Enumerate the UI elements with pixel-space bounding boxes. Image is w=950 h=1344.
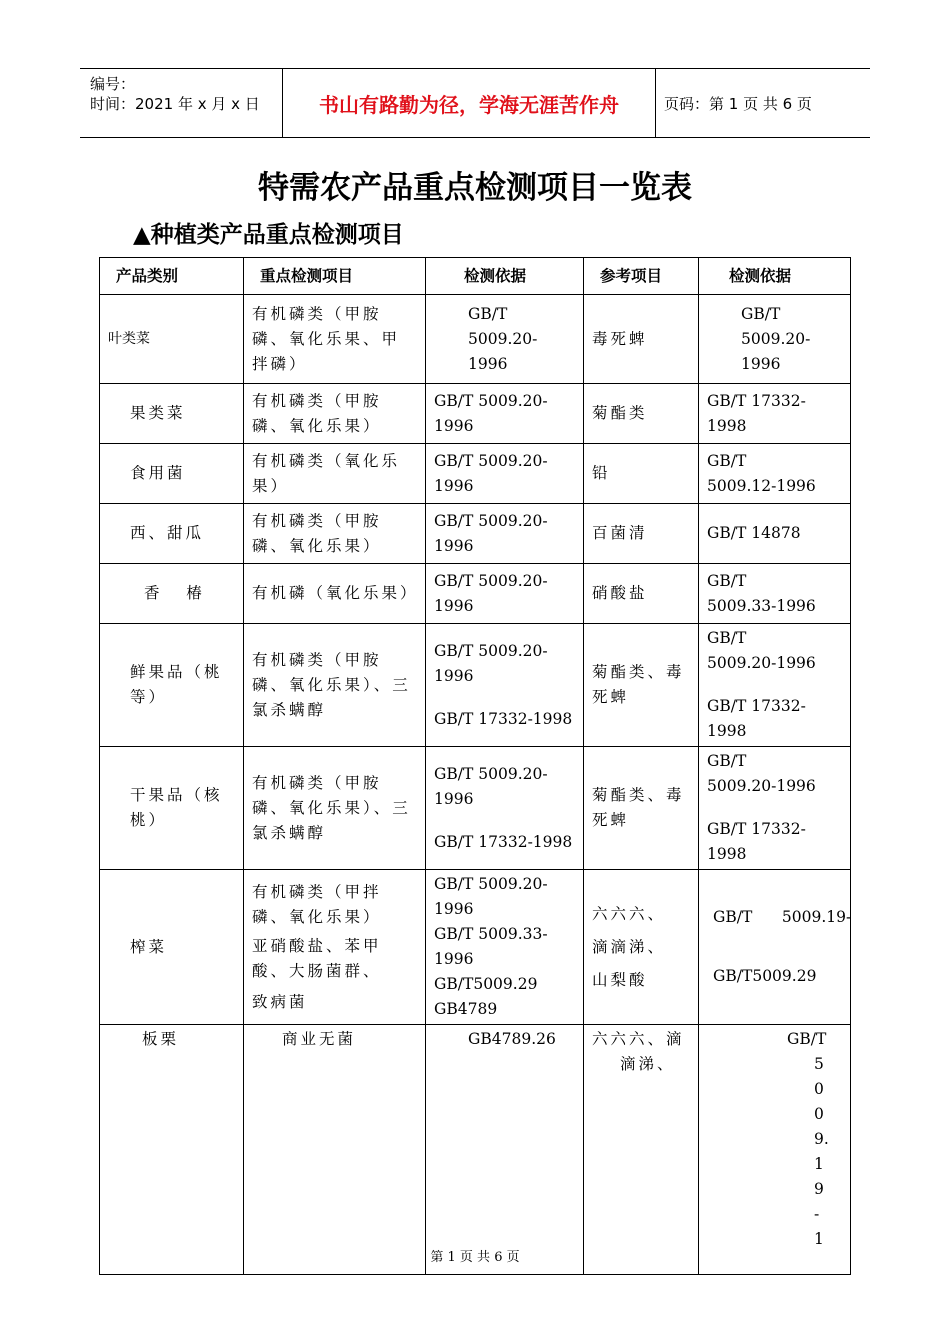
col-header-basis: 检测依据 <box>426 258 584 295</box>
ref-line: 滴滴涕、 <box>592 937 667 956</box>
page-footer: 第 1 页 共 6 页 <box>430 1250 520 1265</box>
cell-category: 香 椿 <box>100 564 244 624</box>
cell-ref-basis: GB/T 5009.12-1996 <box>699 444 851 504</box>
ref-basis-line: GB/T 17332-1998 <box>707 820 806 863</box>
table-row <box>100 564 851 624</box>
number-label: 编号： <box>90 75 136 93</box>
table-row <box>100 747 851 870</box>
cell-ref <box>584 1025 699 1275</box>
ref-line: 六六六、滴 <box>592 1030 685 1048</box>
cell-items: 商业无菌 <box>244 1025 426 1275</box>
basis-line: GB4789 <box>434 1000 498 1018</box>
basis-line: GB/T 5009.20-1996 <box>434 875 548 918</box>
cell-items <box>244 870 426 1025</box>
table-row <box>100 624 851 747</box>
col-header-ref: 参考项目 <box>584 258 699 295</box>
cell-category: 榨菜 <box>100 870 244 1025</box>
cell-items: 有机磷类（甲胺磷、氧化乐果） <box>244 504 426 564</box>
cell-items: 有机磷类（氧化乐果） <box>244 444 426 504</box>
cell-basis: GB4789.26 <box>426 1025 584 1275</box>
table-row <box>100 1025 851 1275</box>
ref-basis-line: GB/T <box>787 1030 827 1048</box>
basis-line: GB/T 5009.33-1996 <box>434 925 548 968</box>
cell-ref: 铅 <box>584 444 699 504</box>
cell-basis: GB/T 5009.20-1996 <box>426 504 584 564</box>
cell-ref-basis <box>699 747 851 870</box>
document-title: 特需农产品重点检测项目一览表 <box>258 170 692 206</box>
basis-line: GB/T 17332-1998 <box>434 832 573 851</box>
ref-basis-line: GB/T 5009.19- <box>713 908 852 926</box>
cell-category: 鲜果品（桃等） <box>100 624 244 747</box>
section-title: ▲种植类产品重点检测项目 <box>133 222 404 248</box>
cell-items: 有机磷类（甲胺磷、氧化乐果） <box>244 384 426 444</box>
cell-ref-basis <box>699 1025 851 1275</box>
cell-basis: GB/T 5009.20-1996 <box>426 444 584 504</box>
col-header-ref-basis: 检测依据 <box>699 258 851 295</box>
cell-basis <box>426 747 584 870</box>
basis-line: GB/T 5009.20-1996 <box>434 641 548 685</box>
ref-line: 六六六、 <box>592 904 667 923</box>
table-row <box>100 870 851 1025</box>
basis-line: GB/T 5009.20-1996 <box>434 764 548 808</box>
cell-ref: 菊酯类、毒死蜱 <box>584 747 699 870</box>
cell-items: 有机磷类（甲胺磷、氧化乐果）、三氯杀螨醇 <box>244 747 426 870</box>
cell-basis <box>426 870 584 1025</box>
col-header-items: 重点检测项目 <box>244 258 426 295</box>
cell-ref-basis: GB/T 5009.33-1996 <box>699 564 851 624</box>
ref-line: 滴涕、 <box>620 1055 676 1073</box>
cell-basis: GB/T 5009.20-1996 <box>426 384 584 444</box>
cell-ref: 毒死蜱 <box>584 295 699 384</box>
ref-basis-line: GB/T 5009.20-1996 <box>707 629 816 672</box>
page-header <box>80 68 870 138</box>
cell-category: 干果品（核桃） <box>100 747 244 870</box>
cell-category: 板栗 <box>100 1025 244 1275</box>
cell-ref-basis: GB/T 14878 <box>699 504 851 564</box>
time-label: 时间：2021 年 x 月 x 日 <box>90 95 260 113</box>
basis-line: GB/T5009.29 <box>434 975 538 993</box>
cell-category: 果类菜 <box>100 384 244 444</box>
header-motto: 书山有路勤为径，学海无涯苦作舟 <box>282 69 656 137</box>
basis-line: GB/T 17332-1998 <box>434 709 573 728</box>
cell-basis: GB/T 5009.20-1996 <box>426 564 584 624</box>
cell-ref: 菊酯类、毒死蜱 <box>584 624 699 747</box>
cell-ref-basis: GB/T 17332-1998 <box>699 384 851 444</box>
col-header-category: 产品类别 <box>100 258 244 295</box>
cell-basis: GB/T 5009.20-1996 <box>426 295 584 384</box>
ref-basis-line: GB/T 17332-1998 <box>707 697 806 740</box>
cell-category: 西、甜瓜 <box>100 504 244 564</box>
cell-items: 有机磷类（甲胺磷、氧化乐果）、三氯杀螨醇 <box>244 624 426 747</box>
cell-ref: 百菌清 <box>584 504 699 564</box>
ref-basis-line: GB/T5009.29 <box>713 967 817 985</box>
cell-basis <box>426 624 584 747</box>
table-row <box>100 504 851 564</box>
cell-items: 有机磷类（甲胺磷、氧化乐果、甲拌磷） <box>244 295 426 384</box>
ref-basis-line: 5009.19-1 <box>814 1055 829 1248</box>
cell-ref <box>584 870 699 1025</box>
ref-line: 山梨酸 <box>592 970 648 989</box>
cell-ref-basis: GB/T 5009.20-1996 <box>699 295 851 384</box>
table-header-row <box>100 258 851 295</box>
header-page-info: 页码：第 1 页 共 6 页 <box>664 94 812 113</box>
header-meta <box>80 69 282 137</box>
cell-ref-basis <box>699 624 851 747</box>
cell-ref: 菊酯类 <box>584 384 699 444</box>
cell-ref: 硝酸盐 <box>584 564 699 624</box>
table-row <box>100 384 851 444</box>
items-line: 有机磷类（甲拌磷、氧化乐果） <box>252 882 382 926</box>
items-line: 致病菌 <box>252 992 308 1011</box>
table-row <box>100 444 851 504</box>
items-line: 亚硝酸盐、苯甲酸、大肠菌群、 <box>252 936 382 980</box>
cell-category: 食用菌 <box>100 444 244 504</box>
inspection-table <box>99 257 851 1275</box>
cell-ref-basis <box>699 870 851 1025</box>
cell-items: 有机磷（氧化乐果） <box>244 564 426 624</box>
table-row <box>100 295 851 384</box>
ref-basis-line: GB/T 5009.20-1996 <box>707 752 816 795</box>
cell-category: 叶类菜 <box>100 295 244 384</box>
